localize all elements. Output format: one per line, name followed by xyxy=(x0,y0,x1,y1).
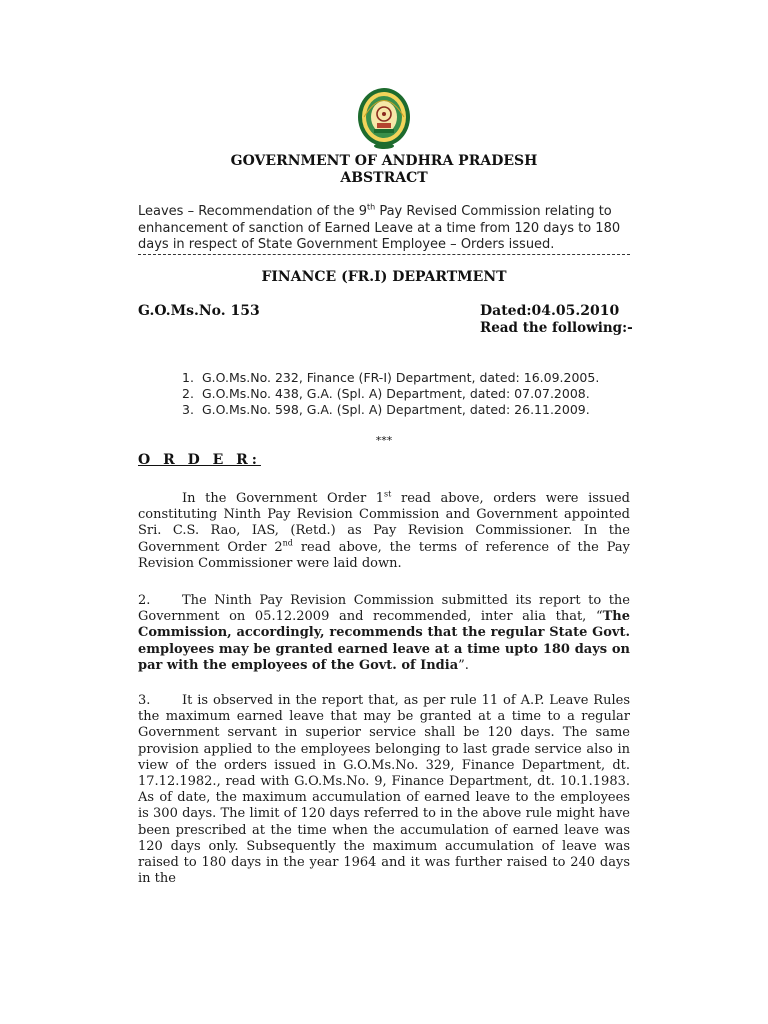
paragraph-number: 3. xyxy=(138,693,151,708)
paragraph-3: 3. It is observed in the report that, as per rule 11 of A.P. Leave Rules the maximum earned leave that may be granted at a time to a regular Government servant in superior service shall be 120 days. The same provision applied to the employees belonging to last grade service also in view of the orders issued in G.O.Ms.No. 329, Finance Department, dt. 17.12.1982., read with G.O.Ms.No. 9, Finance Department, dt. 10.1.1983. As of date, the maximum accumulation of earned leave to the employees is 300 days. The limit of 120 days referred to in the above rule might have been prescribed at the time when the accumulation of earned leave was 120 days only. Subsequently the maximum accumulation of leave was raised to 180 days in the year 1964 and it was further raised to 240 days in the xyxy=(138,693,630,887)
paragraph-number: 2. xyxy=(138,593,151,608)
recommendation-quote: The Commission, accordingly, recommends that the regular State Govt. employees may be granted earned leave at a time upto 180 days on par with the employees of the Govt. of India xyxy=(138,609,630,673)
go-number: G.O.Ms.No. 153 xyxy=(138,303,260,319)
government-title: GOVERNMENT OF ANDHRA PRADESH xyxy=(230,153,538,169)
paragraph-2: 2. The Ninth Pay Revision Commission submitted its report to the Government on 05.12.2009 and recommended, inter alia that, “The Commission, accordingly, recommends that the regular State Govt. employees may be granted earned leave at a time upto 180 days on par with the employees of the Govt. of India”. xyxy=(138,593,630,673)
order-heading: O R D E R: xyxy=(138,452,261,468)
abstract-title: ABSTRACT xyxy=(340,170,428,186)
paragraph-1: In the Government Order 1st read above, orders were issued constituting Ninth Pay Revision Commission and Government appointed Sri. C.S. Rao, IAS, (Retd.) as Pay Revision Commissioner. In the Government Order 2nd read above, the terms of reference of the Pay Revision Commissioner were laid down. xyxy=(138,489,631,571)
separator-line xyxy=(138,254,630,259)
subject-text: Leaves – Recommendation of the 9th Pay Revised Commission relating to enhancement of sanction of Earned Leave at a time from 120 days to 180 days in respect of State Government Employee – Orders issued. xyxy=(138,202,621,252)
references-list xyxy=(182,370,599,418)
andhra-pradesh-state-emblem-icon xyxy=(356,86,412,152)
dated-text: Dated:04.05.2010 xyxy=(480,303,620,319)
reference-item: 1. G.O.Ms.No. 232, Finance (FR-I) Department, dated: 16.09.2005. xyxy=(182,370,600,385)
department-title: FINANCE (FR.I) DEPARTMENT xyxy=(261,269,507,285)
read-following: Read the following:- xyxy=(480,320,633,336)
reference-item: 2. G.O.Ms.No. 438, G.A. (Spl. A) Department, dated: 07.07.2008. xyxy=(182,386,590,401)
reference-item: 3. G.O.Ms.No. 598, G.A. (Spl. A) Department, dated: 26.11.2009. xyxy=(182,402,590,417)
section-separator: *** xyxy=(375,434,393,447)
